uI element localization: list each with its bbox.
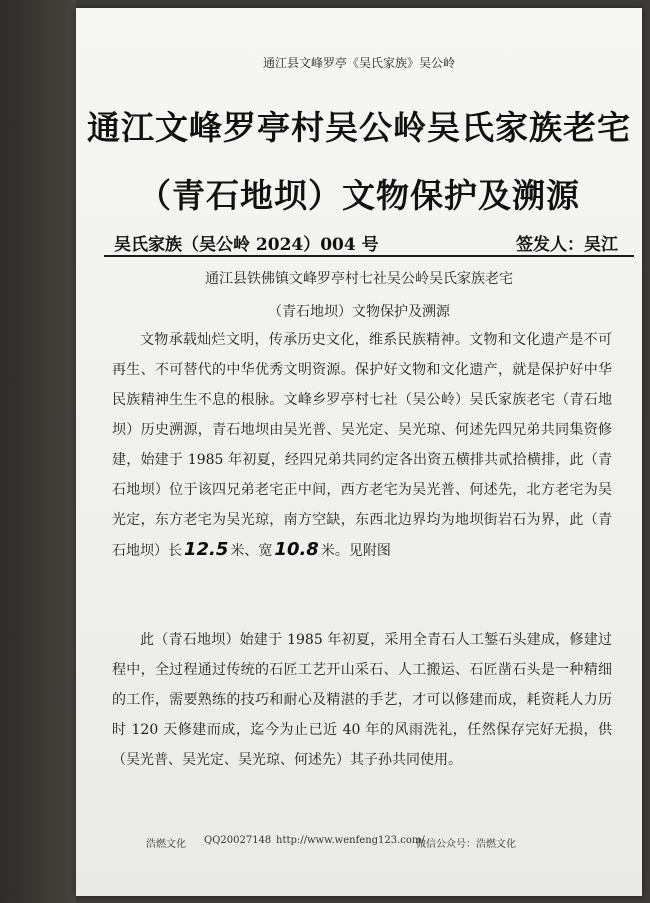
header-rule [104,255,634,257]
handwritten-length: 12.5 [184,539,229,560]
footer-qq: QQ20027148 [204,835,272,846]
title-line-1: 通江文峰罗亭村吴公岭吴氏家族老宅 [87,108,631,147]
subtitle-line-1: 通江县铁佛镇文峰罗亭村七社吴公岭吴氏家族老宅 [205,271,513,287]
paragraph-1-end: 米。见附图 [320,543,391,559]
subtitle-line-2: （青石地坝）文物保护及溯源 [268,304,450,320]
footer-url: http://www.wenfeng123.com/ [276,835,425,846]
handwritten-width: 10.8 [274,539,319,560]
paragraph-1 [112,325,612,566]
header-line: 通江县文峰罗亭《吴氏家族》吴公岭 [262,56,455,70]
paragraph-2-text: 此（青石地坝）始建于 1985 年初夏，采用全青石人工錾石头建成，修建过程中，全过程通过传统的石匠工艺开山采石、人工搬运、石匠凿石头是一种精细的工作，需要熟练的技巧和耐心及精湛的手艺，才可以修建而成，耗资耗人力历时 120 天修建而成，迄今为止已近 40 年的风雨洗礼，任然保存完好无损，供（吴光普、吴光定、吴光琼、何述先）其子孙共同使用。 [112,632,612,768]
document-number: 吴氏家族（吴公岭 2024）004 号 [114,235,379,255]
paragraph-1-mid: 米、宽 [230,543,273,559]
background-shadow [0,0,76,903]
paragraph-1-text: 文物承载灿烂文明，传承历史文化，维系民族精神。文物和文化遗产是不可再生、不可替代的中华优秀文明资源。保护好文物和文化遗产，就是保护好中华民族精神生生不息的根脉。文峰乡罗亭村七社（吴公岭）吴氏家族老宅（青石地坝）历史溯源，青石地坝由吴光普、吴光定、吴光琼、何述先四兄弟共同集资修建，始建于 1985 年初夏，经四兄弟共同约定各出资五横排共贰拾横排，此（青石地坝）位于该四兄弟老宅正中间，西方老宅为吴光普、何述先，北方老宅为吴光定，东方老宅为吴光琼，南方空缺，东西北边界均为地坝街岩石为界，此（青石地坝）长 [112,332,612,559]
paragraph-2 [112,625,612,775]
issuer: 签发人：吴江 [516,235,618,255]
title-line-2: （青石地坝）文物保护及溯源 [138,176,580,215]
footer-brand: 浩燃文化 [146,839,186,850]
document-page [76,8,642,896]
footer-wechat: 微信公众号：浩燃文化 [416,839,516,850]
